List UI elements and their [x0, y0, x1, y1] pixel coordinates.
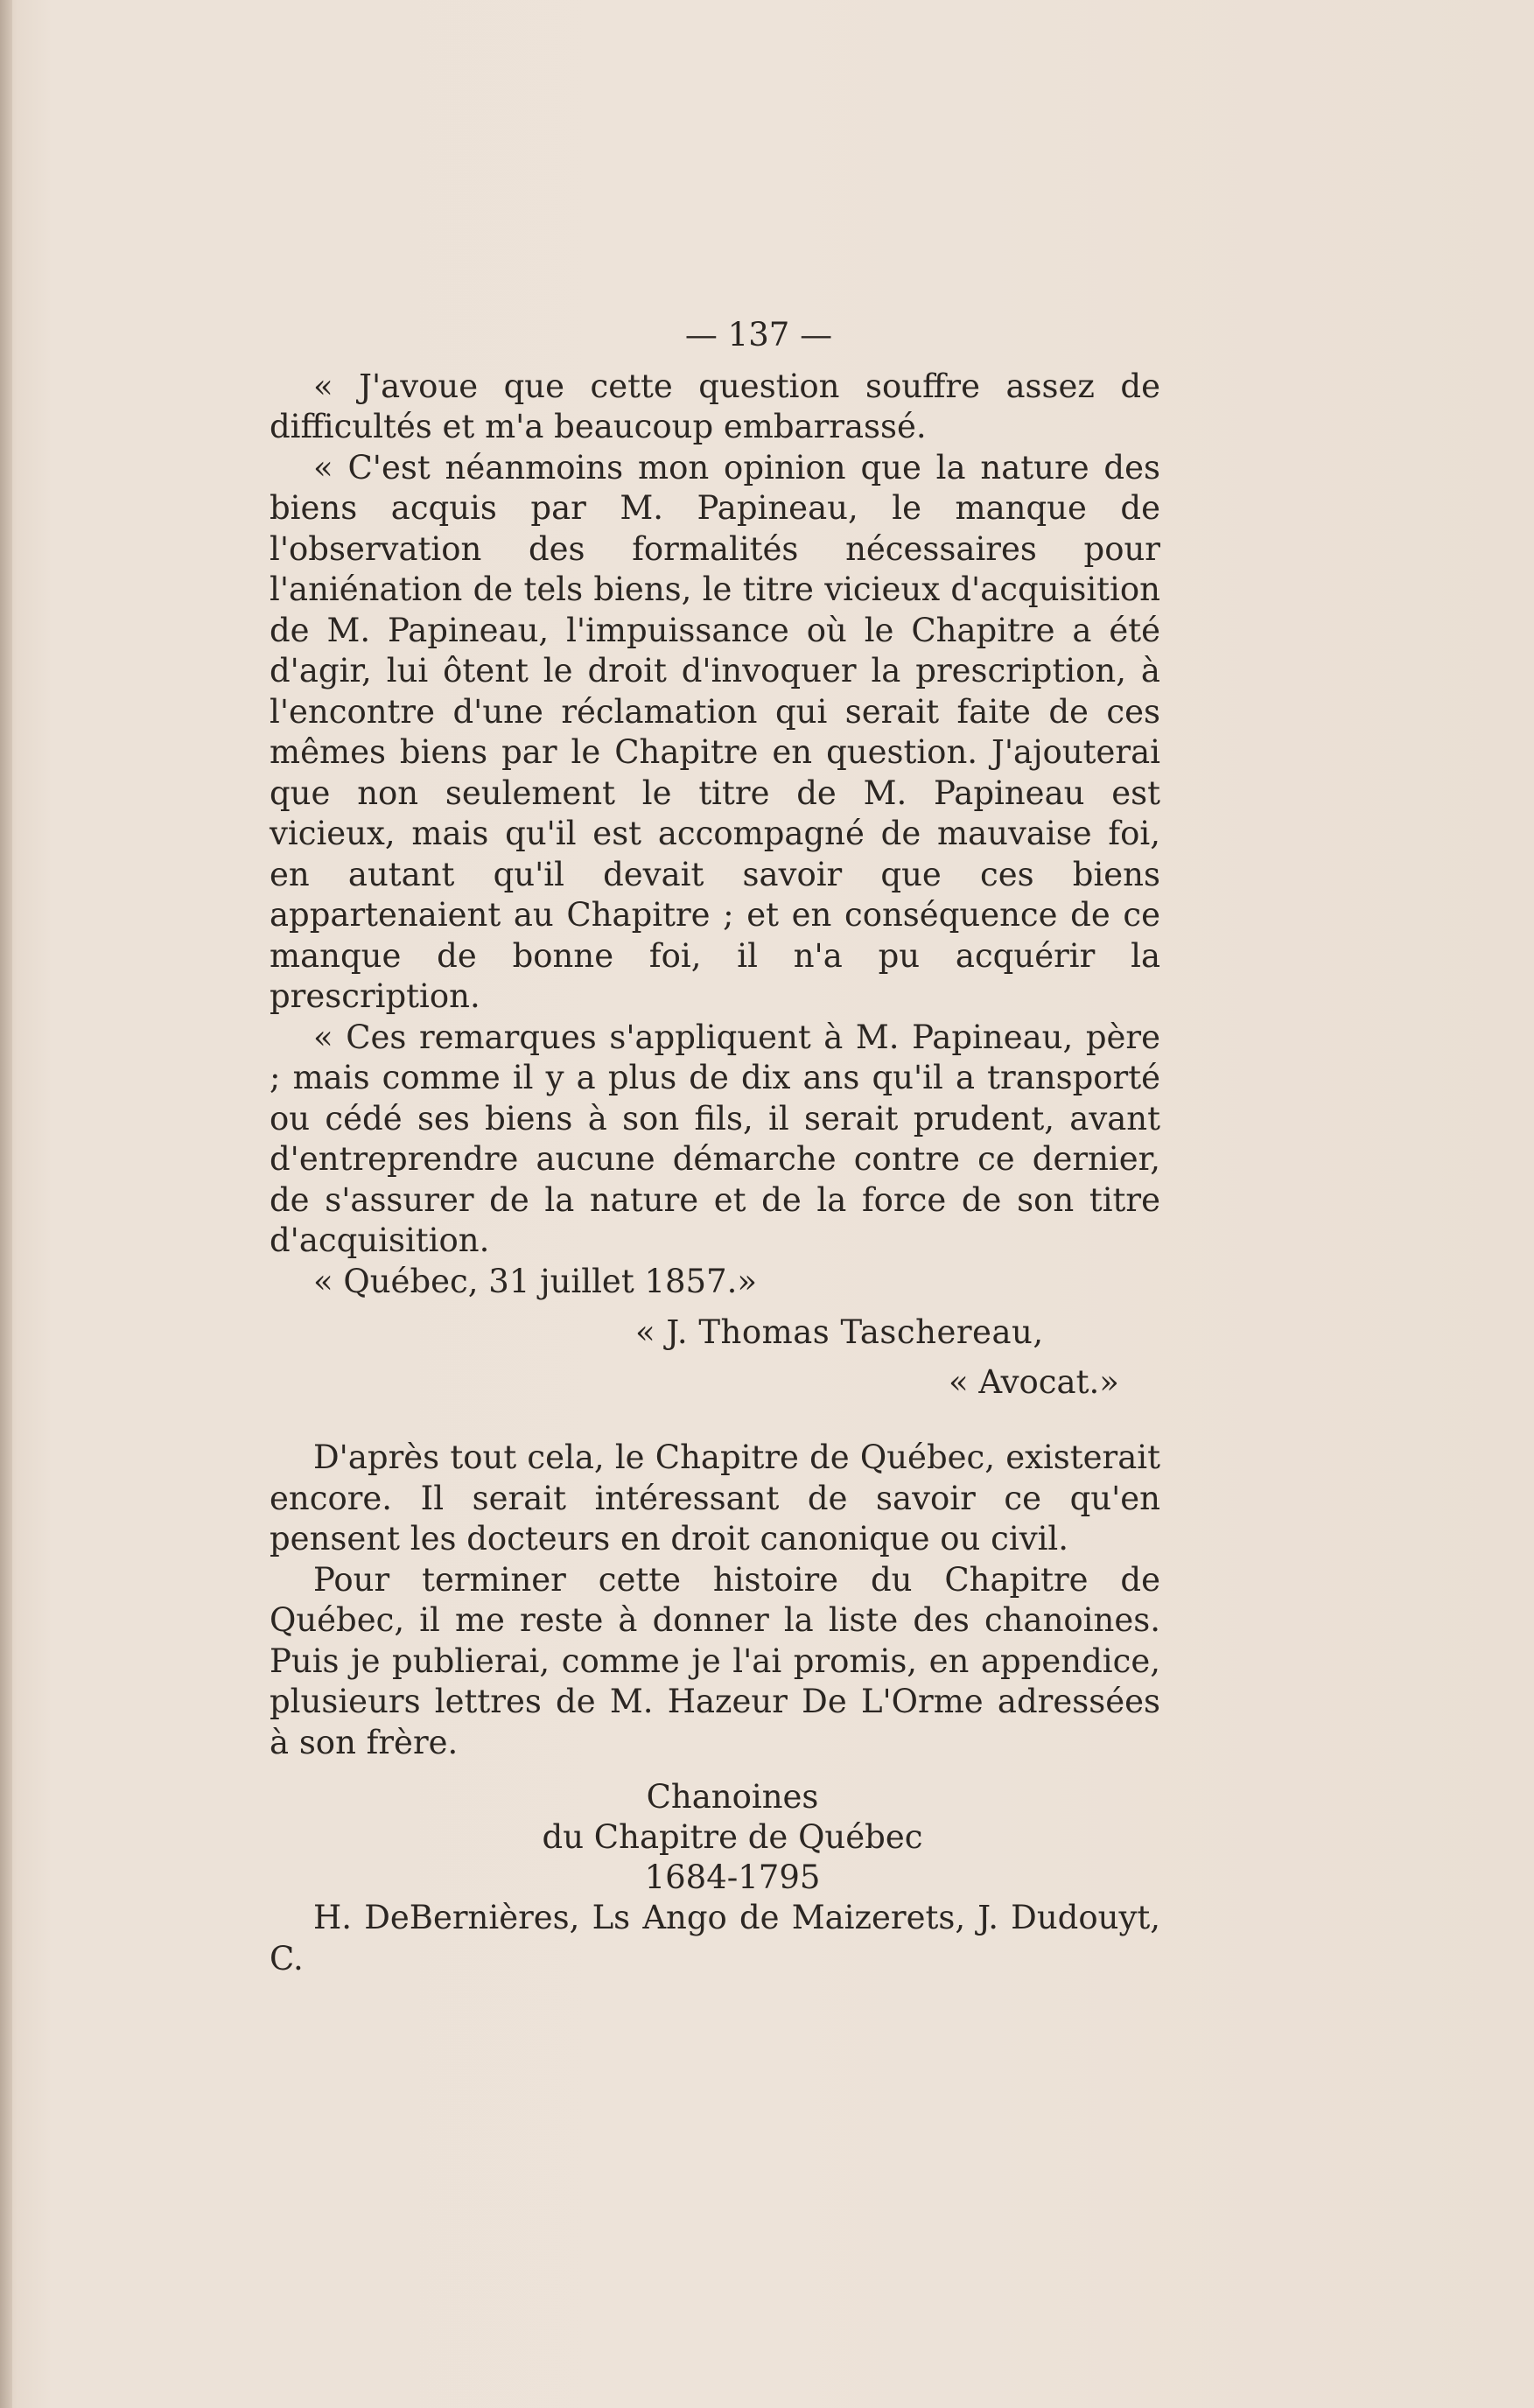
quote-paragraph-1: « J'avoue que cette question souffre assez de difficultés et m'a beaucoup embarrassé.: [270, 367, 1160, 445]
canon-heading-line-1: Chanoines: [646, 1778, 819, 1816]
quote-dateline: « Québec, 31 juillet 1857.»: [313, 1262, 758, 1300]
signature-name: « J. Thomas Taschereau,: [635, 1313, 1044, 1351]
body-paragraph-2: Pour terminer cette histoire du Chapitre de Québec, il me reste à donner la liste des chanoines. Puis je publierai, comme je l'ai promis, en appendice, plusieurs lettres de M. Hazeur De L'Orme adressées à son frère.: [270, 1560, 1160, 1761]
quote-paragraph-2: « C'est néanmoins mon opinion que la nature des biens acquis par M. Papineau, le manque de l'observation des formalités nécessaires pour l'aniénation de tels biens, le titre vicieux d'acquisition de M. Papineau, l'impuissance où le Chapitre a été d'agir, lui ôtent le droit d'invoquer la prescription, à l'encontre d'une réclamation qui serait faite de ces mêmes biens par le Chapitre en question. J'ajouterai que non seulement le titre de M. Papineau est vicieux, mais qu'il est accompagné de mauvaise foi, en autant qu'il devait savoir que ces biens appartenaient au Chapitre ; et en conséquence de ce manque de bonne foi, il n'a pu acquérir la prescription.: [270, 448, 1160, 1015]
page-number: — 137 —: [684, 316, 833, 354]
signature-title: « Avocat.»: [949, 1362, 1119, 1401]
canon-list-heading: [270, 1777, 1160, 1898]
canon-heading-line-2: du Chapitre de Québec: [542, 1818, 923, 1856]
section-spacer: [270, 1403, 1160, 1438]
canon-list-names: H. DeBernières, Ls Ango de Maizerets, J. Dudouyt, C.: [270, 1899, 1160, 1978]
page-gutter: [0, 0, 12, 2408]
page-text: [270, 315, 1160, 1979]
quote-paragraph-3: « Ces remarques s'appliquent à M. Papineau, père ; mais comme il y a plus de dix ans qu'il a transporté ou cédé ses biens à son fils, il serait prudent, avant d'entreprendre aucune démarche contre ce dernier, de s'assurer de la nature et de la force de son titre d'acquisition.: [270, 1018, 1160, 1259]
body-paragraph-1: D'après tout cela, le Chapitre de Québec, existerait encore. Il serait intéressant de savoir ce qu'en pensent les docteurs en droit canonique ou civil.: [270, 1438, 1160, 1558]
canon-heading-line-3: 1684-1795: [644, 1858, 821, 1896]
